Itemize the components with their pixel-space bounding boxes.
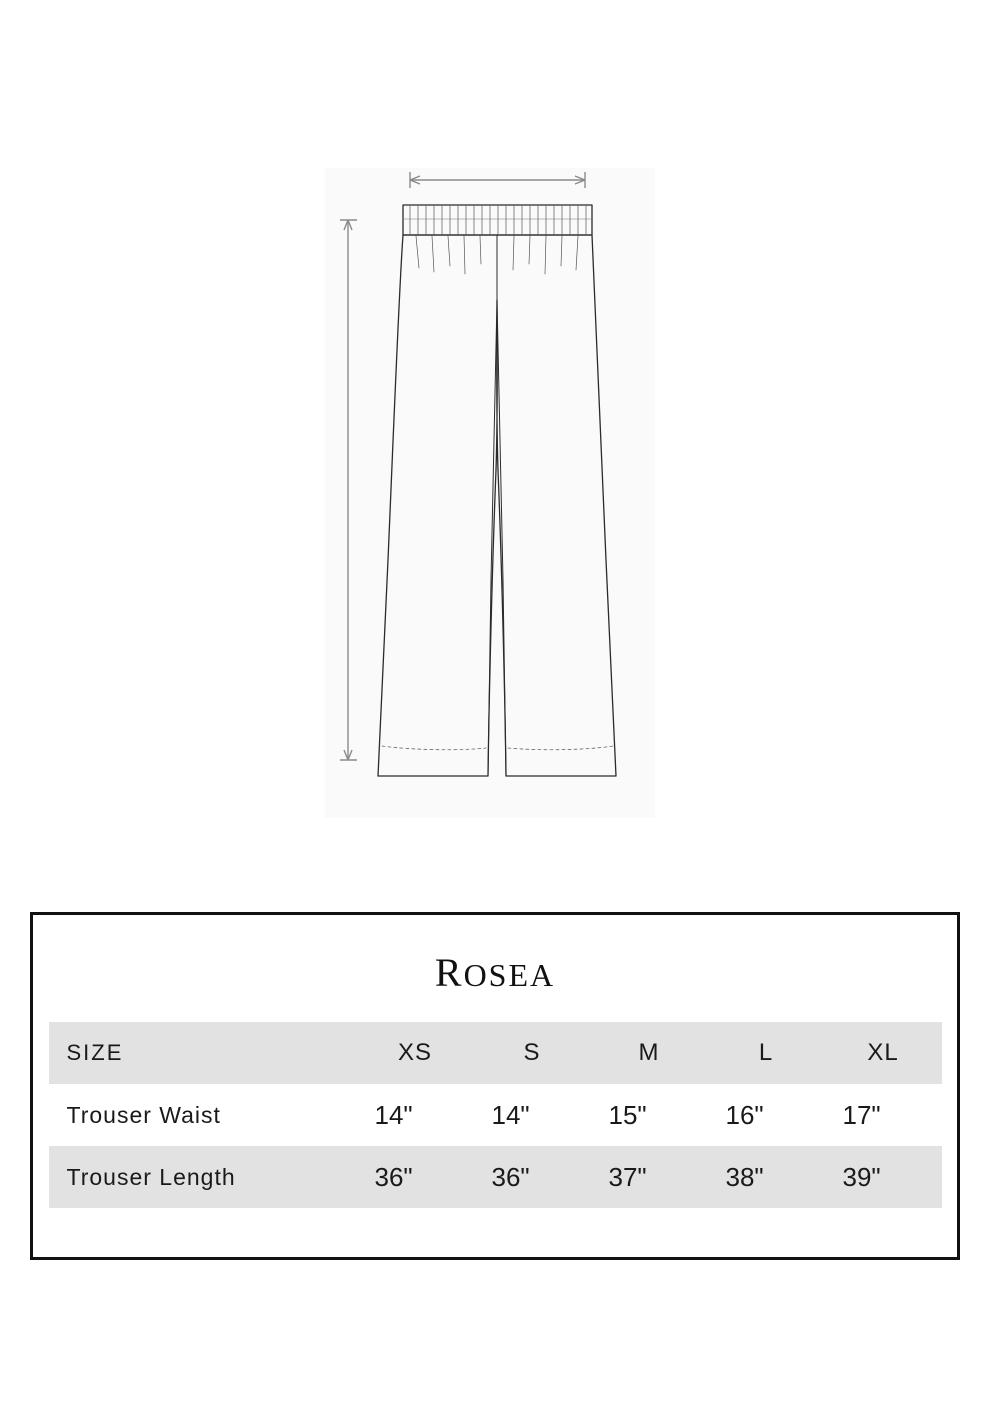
brand-title-rest: OSEA	[463, 957, 556, 993]
size-chart-table	[49, 1022, 942, 1208]
header-cell-s: S	[523, 1039, 541, 1066]
table-header-row	[49, 1022, 942, 1084]
length-measure-arrow	[340, 220, 357, 760]
header-cell-size: SIZE	[66, 1040, 124, 1065]
cell-length-xs: 36"	[374, 1161, 413, 1192]
header-cell-xl: XL	[867, 1039, 899, 1066]
cell-length-l: 38"	[725, 1161, 764, 1192]
brand-title-first: R	[434, 950, 464, 995]
row-label-trouser-waist: Trouser Waist	[66, 1101, 221, 1128]
trouser-technical-drawing	[300, 140, 690, 840]
cell-length-s: 36"	[491, 1161, 530, 1192]
cell-length-xl: 39"	[842, 1161, 881, 1192]
cell-waist-m: 15"	[608, 1099, 647, 1130]
table-row	[49, 1146, 942, 1208]
table-row	[49, 1084, 942, 1146]
header-cell-m: M	[638, 1039, 660, 1066]
cell-waist-s: 14"	[491, 1099, 530, 1130]
cell-length-m: 37"	[608, 1161, 647, 1192]
size-chart-card	[30, 912, 960, 1260]
cell-waist-xs: 14"	[374, 1099, 413, 1130]
brand-title	[33, 949, 957, 996]
cell-waist-xl: 17"	[842, 1099, 881, 1130]
cell-waist-l: 16"	[725, 1099, 764, 1130]
waist-measure-arrow	[410, 172, 585, 188]
row-label-trouser-length: Trouser Length	[66, 1163, 236, 1190]
header-cell-xs: XS	[397, 1039, 432, 1066]
header-cell-l: L	[758, 1039, 774, 1066]
